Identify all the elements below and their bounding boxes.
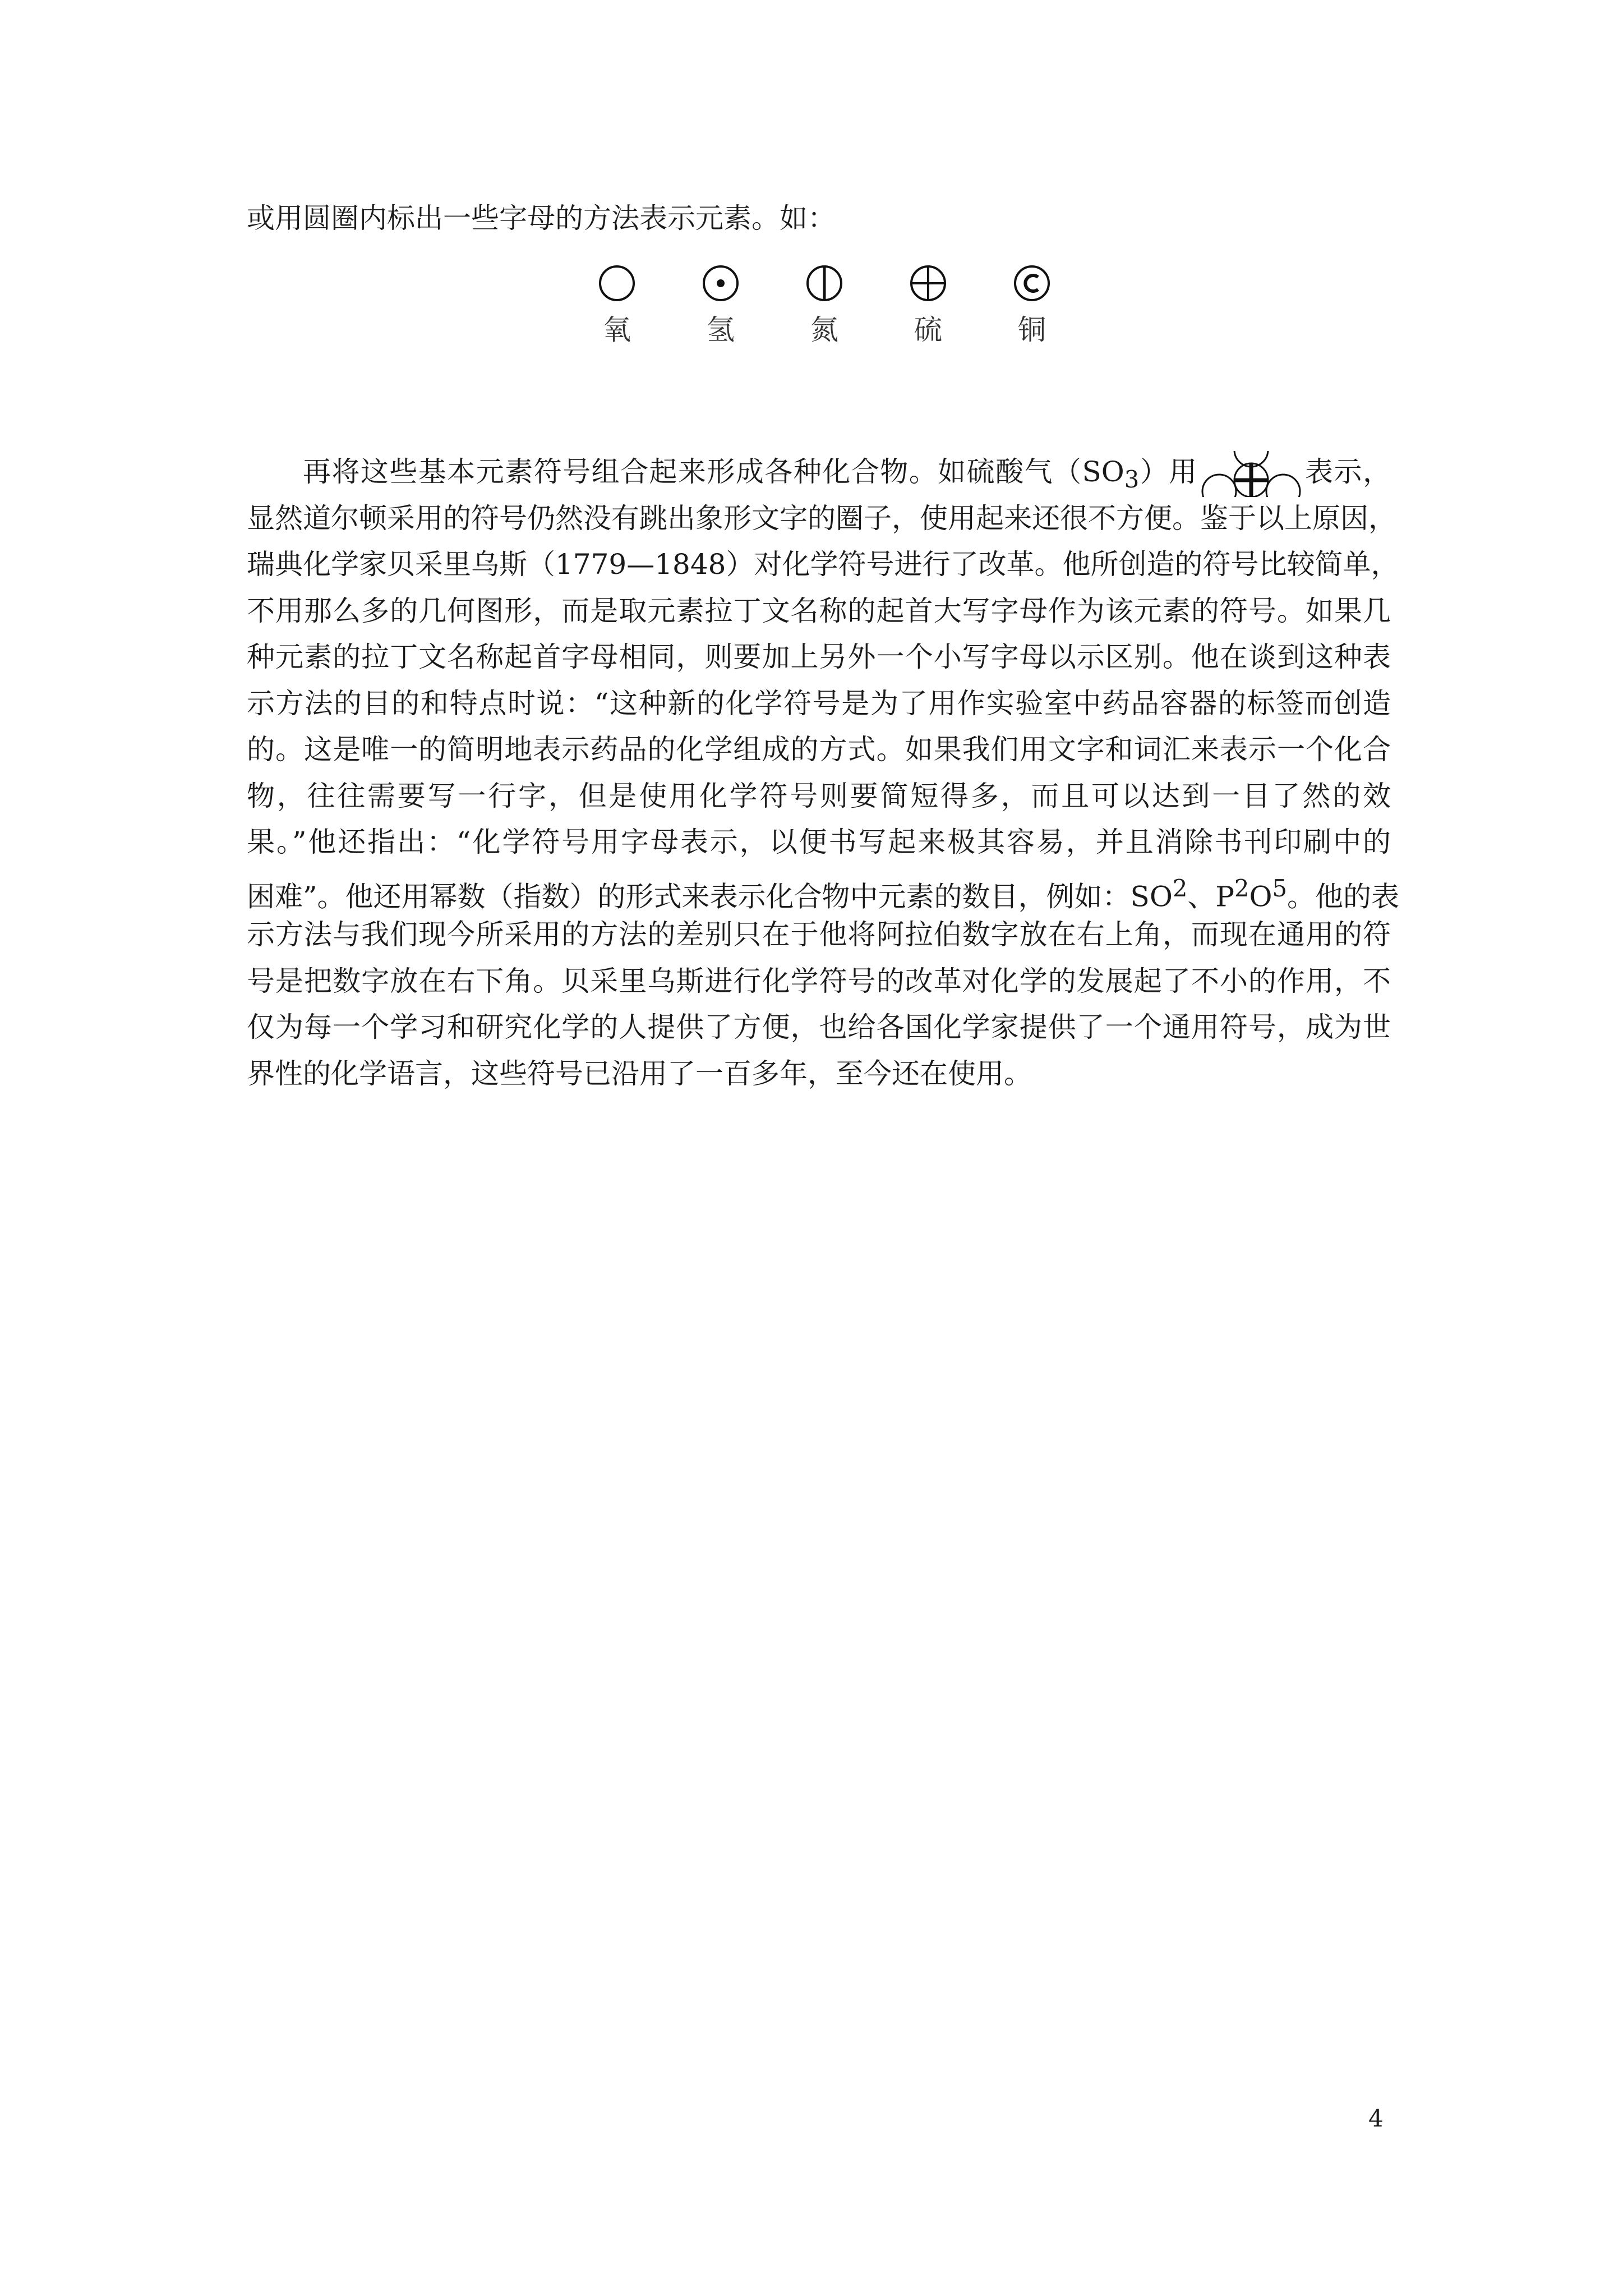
symbol-oxygen bbox=[583, 264, 651, 347]
paragraph-line: 示方法与我们现今所采用的方法的差别只在于他将阿拉伯数字放在右上角，而现在通用的符 bbox=[247, 918, 1391, 951]
circle-with-c-icon bbox=[1012, 264, 1052, 303]
circle-with-dot-icon bbox=[701, 264, 740, 303]
paragraph-line: 号是把数字放在右下角。贝采里乌斯进行化学符号的改革对化学的发展起了不小的作用，不 bbox=[247, 964, 1391, 997]
paragraph-line: 显然道尔顿采用的符号仍然没有跳出象形文字的圈子，使用起来还很不方便。鉴于以上原因， bbox=[247, 501, 1396, 535]
paragraph-line: 再将这些基本元素符号组合起来形成各种化合物。如硫酸气$(SO_3)$用 表示， bbox=[247, 449, 1391, 495]
symbol-sulfur bbox=[895, 264, 962, 347]
paragraph-line: 瑞典化学家贝采里乌斯（1779—1848）对化学符号进行了改革。他所创造的符号比较简单， bbox=[247, 548, 1399, 581]
paragraph-line: 困难”。他还用幂数（指数）的形式来表示化合物中元素的数目，例如：$SO^2$、$P^2O^5$。他的表 bbox=[247, 874, 1400, 913]
circle-with-cross-icon bbox=[909, 264, 948, 303]
paragraph-line: 示方法的目的和特点时说：“这种新的化学符号是为了用作实验室中药品容器的标签而创造 bbox=[247, 687, 1391, 720]
symbol-label: 铜 bbox=[1018, 314, 1046, 346]
element-symbols bbox=[583, 264, 1066, 353]
symbol-hydrogen bbox=[687, 264, 754, 347]
paragraph-line: 种元素的拉丁文名称起首字母相同，则要加上另外一个小写字母以示区别。他在谈到这种表 bbox=[247, 641, 1391, 673]
intro-text: 或用圆圈内标出一些字母的方法表示元素。如： bbox=[247, 202, 836, 234]
empty-circle-icon bbox=[597, 264, 637, 303]
paragraph-line: 界性的化学语言，这些符号已沿用了一百多年，至今还在使用。 bbox=[247, 1057, 1032, 1090]
paragraph-line: 的。这是唯一的简明地表示药品的化学组成的方式。如果我们用文字和词汇来表示一个化合 bbox=[247, 733, 1391, 766]
symbol-label: 硫 bbox=[914, 314, 942, 346]
paragraph-line: 不用那么多的几何图形，而是取元素拉丁文名称的起首大写字母作为该元素的符号。如果几 bbox=[247, 594, 1391, 627]
symbol-copper bbox=[998, 264, 1066, 347]
sulfur-trioxide-symbol-icon bbox=[1198, 451, 1304, 497]
body-paragraph bbox=[247, 449, 1400, 1097]
paragraph-line: 物，往往需要写一行字，但是使用化学符号则要简短得多，而且可以达到一目了然的效 bbox=[247, 779, 1391, 812]
symbol-label: 氧 bbox=[603, 314, 631, 346]
paragraph-line: 仅为每一个学习和研究化学的人提供了方便，也给各国化学家提供了一个通用符号，成为世 bbox=[247, 1011, 1391, 1043]
page-number: 4 bbox=[1368, 2105, 1384, 2132]
symbol-label: 氢 bbox=[707, 314, 735, 346]
symbol-label: 氮 bbox=[810, 314, 838, 346]
symbol-nitrogen bbox=[791, 264, 858, 347]
paragraph-line: 果。”他还指出：“化学符号用字母表示，以便书写起来极其容易，并且消除书刊印刷中的 bbox=[247, 826, 1391, 858]
circle-with-vertical-bar-icon bbox=[805, 264, 844, 303]
